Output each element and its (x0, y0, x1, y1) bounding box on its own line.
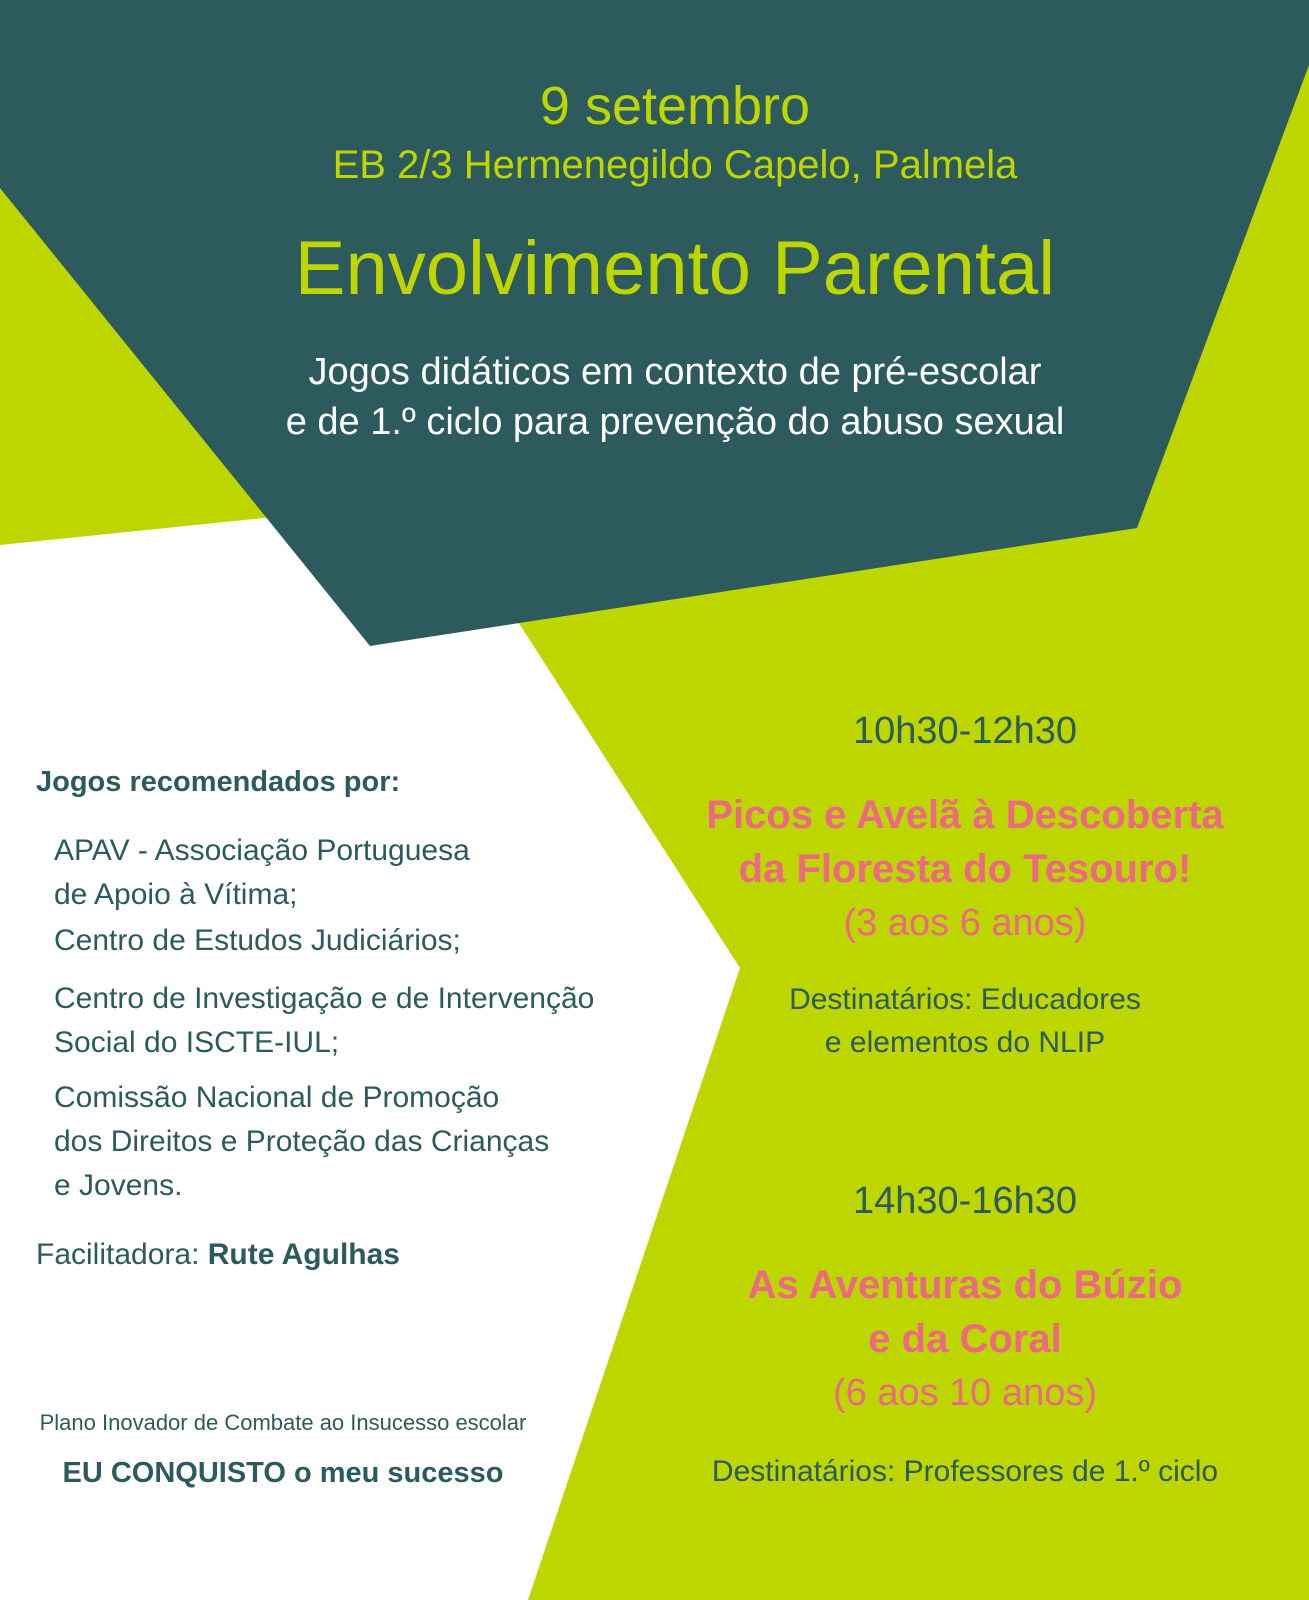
session-time: 14h30-16h30 (853, 1180, 1077, 1222)
audience-line: e elementos do NLIP (824, 1026, 1106, 1059)
game-title-line: As Aventuras do Búzio (747, 1263, 1183, 1307)
game-title-line: da Floresta do Tesouro! (738, 847, 1192, 891)
recommender-line: Centro de Estudos Judiciários; (54, 924, 461, 957)
recommender-item (54, 977, 594, 1065)
session-game-title (660, 1258, 1270, 1366)
game-title-line: e da Coral (868, 1317, 1062, 1361)
facilitator-name: Rute Agulhas (207, 1238, 400, 1271)
game-title-line: Picos e Avelã à Descoberta (706, 793, 1224, 837)
session-game-title (660, 788, 1270, 896)
event-date: 9 setembro (539, 76, 811, 136)
recommender-line: Social do ISCTE-IUL; (54, 1026, 340, 1059)
recommender-line: Comissão Nacional de Promoção (54, 1081, 500, 1114)
subtitle-line: e de 1.º ciclo para prevenção do abuso sexual (285, 401, 1065, 443)
session-ages: (6 aos 10 anos) (832, 1372, 1098, 1414)
session-audience (660, 1450, 1270, 1493)
recommended-heading: Jogos recomendados por: (36, 766, 401, 798)
session-audience (660, 978, 1270, 1064)
recommender-line: e Jovens. (54, 1169, 183, 1202)
recommender-item (54, 1076, 549, 1208)
facilitator-label: Facilitadora: (36, 1238, 200, 1271)
recommender-line: dos Direitos e Proteção das Crianças (54, 1125, 550, 1158)
session-ages: (3 aos 6 anos) (843, 902, 1087, 944)
facilitator (36, 1235, 400, 1275)
session-time: 10h30-12h30 (853, 710, 1077, 752)
audience-line: Destinatários: Professores de 1.º ciclo (711, 1455, 1219, 1488)
recommender-line: APAV - Associação Portuguesa (54, 834, 470, 867)
event-subtitle (0, 347, 1309, 447)
plan-label: Plano Inovador de Combate ao Insucesso escolar (39, 1410, 527, 1435)
recommender-item (54, 919, 461, 963)
recommender-line: de Apoio à Vítima; (54, 878, 298, 911)
page-title: Envolvimento Parental (294, 226, 1056, 311)
recommender-item (54, 829, 470, 917)
audience-line: Destinatários: Educadores (789, 983, 1141, 1016)
subtitle-line: Jogos didáticos em contexto de pré-escolar (308, 351, 1042, 393)
plan-motto: EU CONQUISTO o meu sucesso (62, 1457, 504, 1489)
recommender-line: Centro de Investigação e de Intervenção (54, 982, 595, 1015)
event-venue: EB 2/3 Hermenegildo Capelo, Palmela (332, 143, 1018, 187)
